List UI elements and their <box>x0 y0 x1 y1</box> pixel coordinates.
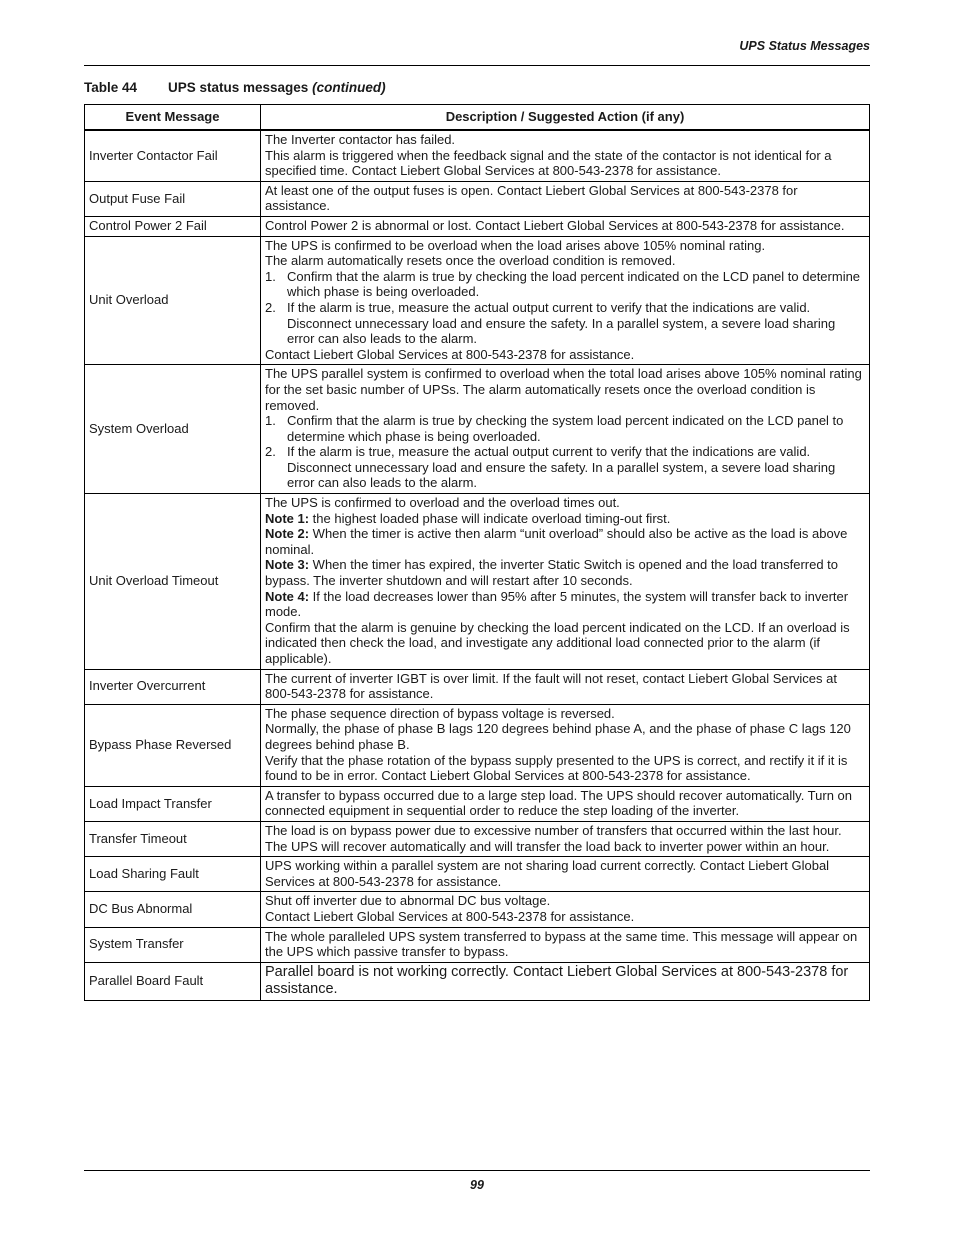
description-text: The UPS is confirmed to overload and the overload times out. <box>265 495 620 511</box>
event-message-cell: Unit Overload Timeout <box>85 494 261 670</box>
table-row <box>85 927 870 962</box>
description-text: This alarm is triggered when the feedback signal and the state of the contactor is not identical for a specified time. Contact Liebert Global Services at 800-543-2378 for assistance. <box>265 147 832 179</box>
event-message-cell: Control Power 2 Fail <box>85 216 261 236</box>
note-text: the highest loaded phase will indicate overload timing-out first. <box>309 510 671 526</box>
description-text: Contact Liebert Global Services at 800-543-2378 for assistance. <box>265 346 635 362</box>
table-row <box>85 130 870 181</box>
step-number: 1. <box>265 413 276 429</box>
note-line <box>265 589 865 620</box>
description-text: The UPS will recover automatically and will transfer the load back to inverter power within an hour. <box>265 838 830 854</box>
description-text: Control Power 2 is abnormal or lost. Contact Liebert Global Services at 800-543-2378 for assistance. <box>265 217 845 233</box>
event-message-cell: Inverter Contactor Fail <box>85 130 261 181</box>
event-message-cell: Transfer Timeout <box>85 821 261 856</box>
description-cell <box>261 821 870 856</box>
step-text: Confirm that the alarm is true by checking the load percent indicated on the LCD panel to determine which phase is being overloaded. <box>287 268 861 300</box>
description-cell <box>261 236 870 365</box>
description-cell <box>261 181 870 216</box>
description-cell <box>261 892 870 927</box>
step-text: Confirm that the alarm is true by checking the system load percent indicated on the LCD panel to determine which phase is being overloaded. <box>287 413 844 444</box>
table-row <box>85 216 870 236</box>
event-message-cell: System Overload <box>85 365 261 494</box>
description-text: The alarm automatically resets once the overload condition is removed. <box>265 253 676 269</box>
event-message-cell: Parallel Board Fault <box>85 962 261 1000</box>
description-cell <box>261 927 870 962</box>
description-text: The whole paralleled UPS system transferred to bypass at the same time. This message will appear on the UPS which passive transfer to bypass. <box>265 928 858 960</box>
note-line <box>265 526 865 557</box>
table-row <box>85 669 870 704</box>
note-label: Note 1: <box>265 510 310 526</box>
description-text: At least one of the output fuses is open. Contact Liebert Global Services at 800-543-2378 for assistance. <box>265 182 798 214</box>
table-row <box>85 494 870 670</box>
note-line <box>265 511 865 527</box>
note-text: If the load decreases lower than 95% after 5 minutes, the system will transfer back to inverter mode. <box>265 588 849 620</box>
numbered-step <box>265 444 865 491</box>
table-caption <box>84 80 386 95</box>
table-row <box>85 236 870 365</box>
section-title: UPS Status Messages <box>739 39 870 53</box>
numbered-step <box>265 269 865 300</box>
description-text: Verify that the phase rotation of the bypass supply presented to the UPS is correct, and rectify it if it is found to be in error. Contact Liebert Global Services at 800-543-2378 for assistance. <box>265 752 848 784</box>
table-title-suffix: (continued) <box>312 80 386 95</box>
table-row <box>85 821 870 856</box>
description-cell <box>261 494 870 670</box>
step-number: 2. <box>265 299 276 315</box>
table-row <box>85 181 870 216</box>
table-header-row <box>85 105 870 131</box>
page-number: 99 <box>470 1178 484 1192</box>
event-message-cell: Unit Overload <box>85 236 261 365</box>
note-line <box>265 557 865 588</box>
note-text: When the timer has expired, the inverter Static Switch is opened and the load transferred to bypass. The inverter shutdown and will restart after 10 seconds. <box>265 557 839 589</box>
event-message-cell: DC Bus Abnormal <box>85 892 261 927</box>
step-text: If the alarm is true, measure the actual output current to verify that the indications are valid. Disconnect unnecessary load and ensure the safety. In a parallel system, a severe load sharing error can also leads to the alarm. <box>287 299 836 347</box>
status-messages-table <box>84 104 870 1001</box>
table-row <box>85 786 870 821</box>
table-row <box>85 962 870 1000</box>
note-label: Note 4: <box>265 588 310 604</box>
step-number: 1. <box>265 268 276 284</box>
description-text: Normally, the phase of phase B lags 120 degrees behind phase A, and the phase of phase C lags 120 degrees behind phase B. <box>265 721 851 752</box>
event-message-cell: Load Impact Transfer <box>85 786 261 821</box>
note-label: Note 2: <box>265 526 310 542</box>
description-cell <box>261 216 870 236</box>
description-text: The UPS is confirmed to be overload when the load arises above 105% nominal rating. <box>265 237 766 253</box>
description-text: The Inverter contactor has failed. <box>265 132 456 147</box>
event-message-cell: Output Fuse Fail <box>85 181 261 216</box>
table-row <box>85 365 870 494</box>
running-header <box>84 37 870 66</box>
description-text: The UPS parallel system is confirmed to overload when the total load arises above 105% nominal rating for the set basic number of UPSs. The alarm automatically resets once the overload condition is removed. <box>265 366 862 413</box>
note-text: When the timer is active then alarm “unit overload” should also be active as the load is above nominal. <box>265 526 848 557</box>
event-message-cell: Inverter Overcurrent <box>85 669 261 704</box>
description-cell <box>261 786 870 821</box>
description-cell <box>261 857 870 892</box>
numbered-step <box>265 300 865 347</box>
description-cell <box>261 669 870 704</box>
table-title: UPS status messages <box>168 80 309 95</box>
note-label: Note 3: <box>265 557 310 573</box>
description-text: Shut off inverter due to abnormal DC bus voltage. <box>265 893 551 909</box>
step-text: If the alarm is true, measure the actual output current to verify that the indications are valid. Disconnect unnecessary load and ensure the safety. In a parallel system, a severe load sharing error can also leads to the alarm. <box>287 444 836 491</box>
column-header-description: Description / Suggested Action (if any) <box>261 105 870 131</box>
description-text: The load is on bypass power due to excessive number of transfers that occurred within the last hour. <box>265 822 842 838</box>
step-number: 2. <box>265 444 276 460</box>
description-cell <box>261 962 870 1000</box>
event-message-cell: Bypass Phase Reversed <box>85 704 261 786</box>
description-text: UPS working within a parallel system are not sharing load current correctly. Contact Liebert Global Services at 800-543-2378 for assistance. <box>265 858 830 889</box>
description-cell <box>261 365 870 494</box>
description-text: Parallel board is not working correctly. Contact Liebert Global Services at 800-543-2378 for assistance. <box>265 963 849 997</box>
description-text: The current of inverter IGBT is over limit. If the fault will not reset, contact Liebert Global Services at 800-543-2378 for assistance. <box>265 670 837 702</box>
numbered-step <box>265 413 865 444</box>
description-text: Contact Liebert Global Services at 800-543-2378 for assistance. <box>265 908 635 924</box>
table-row <box>85 704 870 786</box>
column-header-event: Event Message <box>85 105 261 131</box>
description-text: Confirm that the alarm is genuine by checking the load percent indicated on the LCD. If an overload is indicated then check the load, and investigate any additional load connected prior to the alarm (if applicable). <box>265 619 850 666</box>
event-message-cell: Load Sharing Fault <box>85 857 261 892</box>
table-row <box>85 892 870 927</box>
table-number: Table 44 <box>84 80 138 95</box>
page-footer <box>84 1170 870 1192</box>
description-text: The phase sequence direction of bypass voltage is reversed. <box>265 705 615 721</box>
description-cell <box>261 704 870 786</box>
table-row <box>85 857 870 892</box>
description-cell <box>261 130 870 181</box>
description-text: A transfer to bypass occurred due to a large step load. The UPS should recover automatically. Turn on connected equipment in sequential order to reduce the step loading of the inverter. <box>265 787 853 819</box>
event-message-cell: System Transfer <box>85 927 261 962</box>
